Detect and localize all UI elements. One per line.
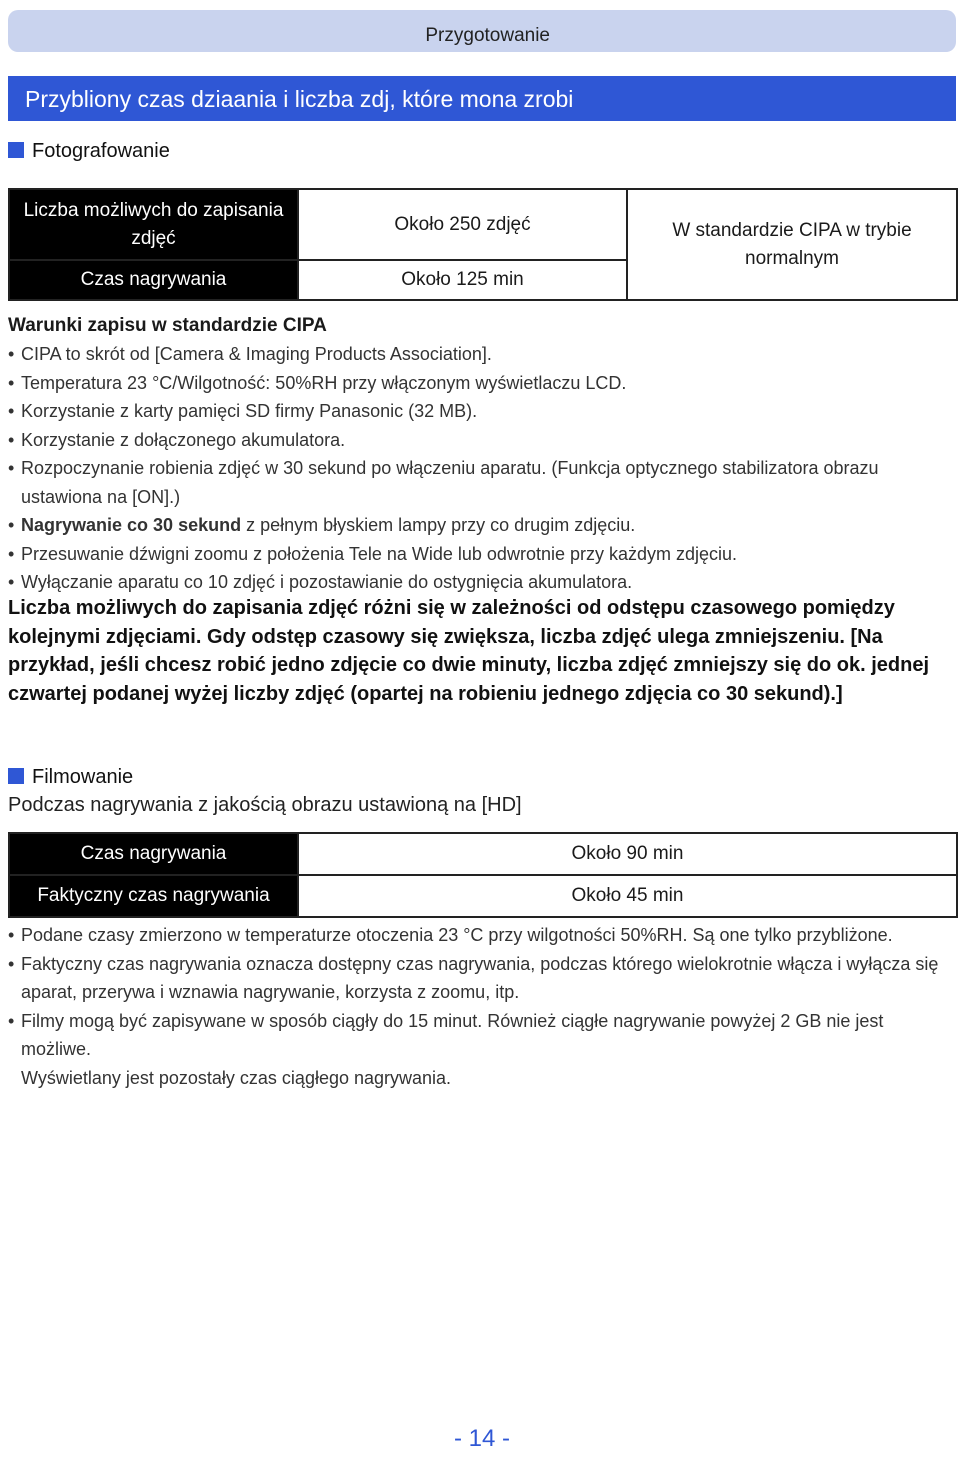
cipa-conditions-list: [8, 340, 956, 597]
interval-note-paragraph: Liczba możliwych do zapisania zdjęć różni się w zależności od odstępu czasowego pomiędzy kolejnymi zdjęciami. Gdy odstęp czasowy się zwiększa, liczba zdjęć ulega zmniejszeniu. [Na przykład, jeśli chcesz robić jedno zdjęcie co dwie minuty, liczba zdjęć zmniejszy się do ok. jednej czwartej podanej wyżej liczby zdjęć (opartej na robieniu jednego zdjęcia co 30 sekund).]: [8, 597, 930, 705]
film-subtitle: Podczas nagrywania z jakością obrazu ustawioną na [HD]: [8, 794, 522, 816]
list-item: • Przesuwanie dźwigni zoomu z położenia Tele na Wide lub odwrotnie przy każdym zdjęciu.: [8, 540, 956, 569]
list-item-text: Filmy mogą być zapisywane w sposób ciągły do 15 minut. Również ciągłe nagrywanie powyżej 2 GB nie jest możliwe.: [21, 1010, 884, 1059]
list-item: [8, 511, 956, 540]
film-actual-label-cell: Faktyczny czas nagrywania: [9, 875, 298, 917]
rec-time-label-cell: Czas nagrywania: [9, 260, 298, 300]
photo-table: [8, 188, 958, 301]
film-table: [8, 832, 958, 918]
header-label: Przygotowanie: [425, 25, 550, 46]
section-photo-label: Fotografowanie: [32, 140, 170, 162]
film-actual-value-cell: Około 45 min: [298, 875, 957, 917]
list-item: • Rozpoczynanie robienia zdjęć w 30 sekund po włączeniu aparatu. (Funkcja optycznego stabilizatora obrazu ustawiona na [ON].): [8, 454, 956, 511]
list-item-extra: Wyświetlany jest pozostały czas ciągłego nagrywania.: [21, 1067, 452, 1088]
list-item: • Faktyczny czas nagrywania oznacza dostępny czas nagrywania, podczas którego wielokrotnie włącza i wyłącza się aparat, przerywa i wznawia nagrywanie, korzysta z zoomu, itp.: [8, 950, 956, 1007]
list-item: • CIPA to skrót od [Camera & Imaging Products Association].: [8, 340, 956, 369]
rec-time-value-cell: Około 125 min: [298, 260, 627, 300]
list-item-bold: Nagrywanie co 30 sekund: [21, 515, 242, 535]
cipa-note-cell: W standardzie CIPA w trybie normalnym: [627, 189, 957, 300]
list-item: • Podane czasy zmierzono w temperaturze otoczenia 23 °C przy wilgotności 50%RH. Są one tylko przybliżone.: [8, 921, 956, 950]
cipa-heading: Warunki zapisu w standardzie CIPA: [8, 315, 327, 336]
shots-label-cell: Liczba możliwych do zapisania zdjęć: [9, 189, 298, 260]
film-rec-value-cell: Około 90 min: [298, 833, 957, 875]
shots-value-cell: Około 250 zdjęć: [298, 189, 627, 260]
page-number: - 14 -: [453, 1425, 510, 1452]
section-heading-photo: [8, 140, 170, 163]
section-heading-film: [8, 766, 133, 789]
square-bullet-icon: [8, 142, 24, 158]
list-item: • Korzystanie z dołączonego akumulatora.: [8, 426, 956, 455]
page-title: Przybliony czas dziaania i liczba zdj, które mona zrobi: [25, 86, 574, 112]
film-notes-list: [8, 921, 956, 1092]
square-bullet-icon: [8, 768, 24, 784]
list-item: • Temperatura 23 °C/Wilgotność: 50%RH przy włączonym wyświetlaczu LCD.: [8, 369, 956, 398]
list-item-rest: z pełnym błyskiem lampy przy co drugim zdjęciu.: [241, 515, 636, 535]
section-film-label: Filmowanie: [32, 766, 134, 788]
title-bar: [8, 76, 956, 121]
list-item: • Korzystanie z karty pamięci SD firmy Panasonic (32 MB).: [8, 397, 956, 426]
list-item: • Wyłączanie aparatu co 10 zdjęć i pozostawianie do ostygnięcia akumulatora.: [8, 568, 956, 597]
list-item: [8, 1007, 956, 1093]
film-rec-label-cell: Czas nagrywania: [9, 833, 298, 875]
